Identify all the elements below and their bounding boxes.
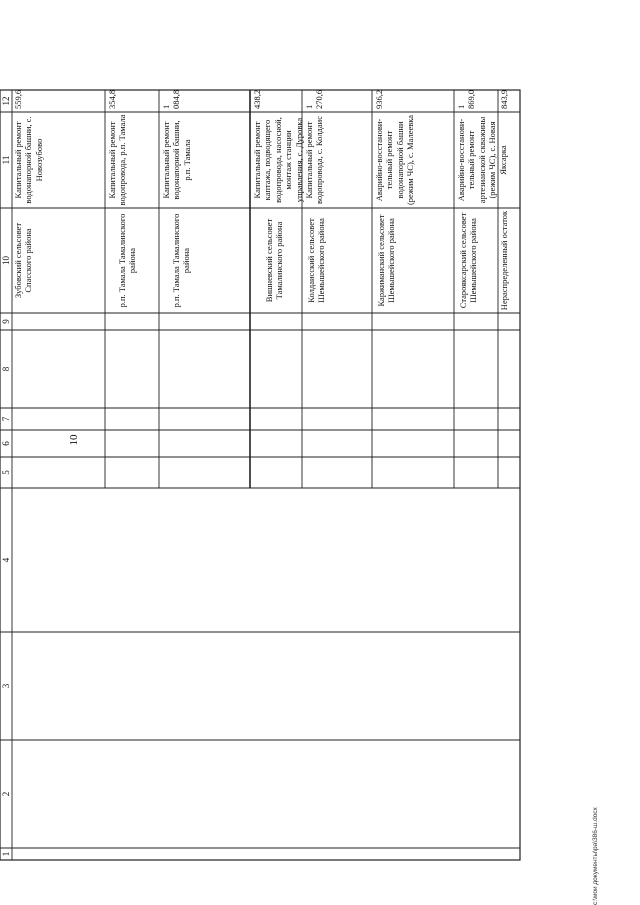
page-number: 10 [68,434,80,446]
file-path-footer: c:\мои документы\ра\386-ш.docx [592,807,599,905]
row-2-amount: 354,8 [107,89,117,109]
col-header-10: 10 [1,256,11,265]
row-6-object: Аварийно-восстанови-тельный ремонт водонапорной башни (режим ЧС), с. Малеевка [374,114,416,206]
row-6-recipient: Каржиманский сельсовет Шемышейского района [376,214,397,307]
col-header-6: 6 [1,441,11,446]
col-header-11: 11 [1,155,11,165]
row-8-amount: 843,9 [499,89,509,109]
col-header-1: 1 [1,851,11,857]
col-header-8: 8 [1,366,11,372]
col-header-3: 3 [1,683,11,689]
col-header-4: 4 [1,557,11,563]
col-header-12: 12 [1,96,11,106]
col-header-7: 7 [1,416,11,422]
row-6-amount: 936,2 [374,89,384,109]
row-7-amount: 1 869,0 [456,89,477,109]
row-2-recipient: р.п. Тамала Тамалинского района [117,213,138,308]
row-2-object: Капитальный ремонт водопровода, р.п. Тамала [107,114,128,206]
row-8-recipient: Нераспределенный остаток [499,210,509,311]
table [0,90,520,860]
col-header-9: 9 [1,319,11,324]
row-4-recipient: Вишневский сельсовет Тамалинского района [264,218,285,303]
row-5-recipient: Колдаисский сельсовет Шемышейского района [306,218,327,303]
row-1-amount: 559,6 [13,89,23,109]
row-7-recipient: Старояксарский сельсовет Шемышейского района [458,212,479,309]
row-5-object: Капитальный ремонт водопровода, с. Колдаис [304,116,325,204]
col-header-2: 2 [1,791,11,797]
row-7-object: Аварийно-восстанови-тельный ремонт артезианской скважины (режим ЧС), с. Новая Яксарка [456,116,508,204]
col-header-5: 5 [1,470,11,475]
row-4-amount: 438,2 [252,89,262,109]
row-3-amount: 1 084,8 [161,89,182,109]
row-3-recipient: р.п. Тамала Тамалинского района [171,213,192,308]
row-4-object: Капитальный ремонт каптажа, подводящего водопровода, насосной, монтаж станции управления, с. Дуровка [252,117,304,203]
row-1-object: Капитальный ремонт водонапорной башни, с. Новозубово [13,116,44,204]
row-8-object [499,114,520,206]
row-1-recipient: Зубовский сельсовет Спасского района [13,222,34,299]
row-3-object: Капитальный ремонт водонапорной башни, р.п. Тамала [161,120,192,200]
row-5-amount: 1 270,6 [304,89,325,109]
